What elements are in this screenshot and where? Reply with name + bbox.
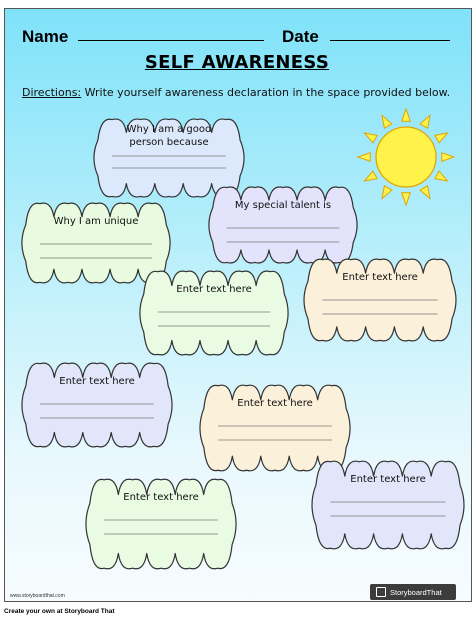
cloud-box[interactable] (312, 461, 464, 549)
sun-ray (402, 109, 411, 121)
sun-icon (358, 109, 454, 205)
sun-disc (376, 127, 436, 187)
cloud-prompt: Enter text here (342, 272, 418, 283)
cloud-prompt: Why I am unique (53, 216, 139, 227)
sun-ray (420, 186, 430, 199)
name-label: Name (22, 27, 69, 46)
date-label: Date (282, 27, 319, 46)
sun-ray (364, 133, 377, 143)
cloud-prompt: Enter text here (237, 398, 313, 409)
sun-ray (358, 153, 370, 162)
logo-mark-icon (376, 587, 386, 597)
logo-text: StoryboardThat (390, 587, 442, 597)
sun-ray (402, 193, 411, 205)
storyboardthat-logo[interactable] (370, 584, 456, 600)
page-title: SELF AWARENESS (144, 52, 330, 73)
cloud-box[interactable] (304, 259, 456, 341)
cloud-box[interactable] (209, 187, 357, 263)
bottom-bar[interactable]: Create your own at Storyboard That (0, 604, 474, 620)
directions-text: Write yourself awareness declaration in the space provided below. (84, 86, 451, 99)
cloud-box[interactable] (22, 203, 170, 283)
directions-label: Directions: (22, 86, 82, 99)
cloud-layer (22, 119, 464, 569)
cloud-box[interactable] (200, 385, 350, 471)
cloud-shape (209, 187, 357, 263)
cloud-box[interactable] (22, 363, 172, 447)
cloud-prompt: Enter text here (350, 474, 426, 485)
sun-ray (382, 115, 392, 128)
cloud-prompt: My special talent is (234, 200, 332, 211)
cloud-prompt: Why I am a good (126, 124, 212, 135)
sun-ray (442, 153, 454, 162)
sun-ray (435, 171, 448, 181)
cloud-box[interactable] (94, 119, 244, 197)
sun-ray (420, 115, 430, 128)
cloud-prompt: Enter text here (59, 376, 135, 387)
sun-ray (435, 133, 448, 143)
sun-ray (364, 171, 377, 181)
cloud-prompt-line2: person because (129, 137, 209, 148)
cloud-prompt: Enter text here (123, 492, 199, 503)
cloud-prompt: Enter text here (176, 284, 252, 295)
footer-site: www.storyboardthat.com (10, 593, 65, 599)
cloud-box[interactable] (86, 479, 236, 569)
cloud-box[interactable] (140, 271, 288, 355)
sun-ray (382, 186, 392, 199)
